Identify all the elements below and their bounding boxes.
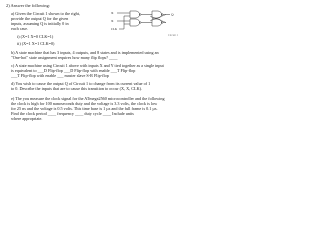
part-b-line-1: b) A state machine that has 3 inputs, 4 outputs, and 8 states and is implemented using an [11, 50, 159, 55]
part-d-line-2: to 0. Describe the inputs that are to cause this transition to occur (X, X, CLK). [11, 86, 143, 91]
part-b-line-2: "One-hot" state assignment requires how many flip flops? ____ [11, 55, 118, 60]
question-heading: 2) Answer the following: [6, 3, 51, 8]
circuit-input-x1: X [111, 11, 114, 15]
part-a-case-i: i) (X=1 X=0 CLK=1) [17, 34, 54, 39]
part-a-line-3: inputs, assuming Q is initially 0 in [11, 21, 69, 26]
part-c-line-1: c) A state machine using Circuit 1 above with inputs X and Y tied together as a single input [11, 63, 164, 68]
part-a-line-1: a) Given the Circuit 1 shown to the right, [11, 11, 80, 16]
part-e-line-2: the clock is high for 100 nanoseconds duty and the voltage is 3.3 volts, the clock is low [11, 101, 158, 106]
nand-gate-1 [130, 11, 140, 18]
part-c-line-3: ___T Flip-flop with enable ___ master slave S-R Flip-flop [11, 73, 109, 78]
part-a-line-2: provide the output Q for the given [11, 16, 69, 21]
worksheet-page [0, 0, 200, 134]
circuit-input-x2: X [111, 19, 114, 23]
part-a-case-ii: ii) (X=1 X=1 CLK=0) [17, 41, 55, 46]
part-a-line-4: each case. [11, 26, 28, 31]
circuit-input-clk: CLK [111, 27, 117, 31]
nand-gate-2 [130, 19, 140, 26]
part-e-line-1: e) The you measure the clock signal for the ATmega2560 microcontroller and the following [11, 96, 165, 101]
circuit-1-diagram [110, 6, 195, 42]
part-e-line-5: where appropriate. [11, 116, 43, 121]
circuit-caption: Circuit 1 [168, 34, 178, 37]
circuit-output-q: Q [171, 12, 174, 17]
part-e-line-4: Find the clock period ____ frequency ____ duty cycle ____ Include units [11, 111, 134, 116]
part-e-line-3: for 25 ns and the voltage is 0.5 volts. This time base is 1 µs and the full frame is 0.1 µs. [11, 106, 158, 111]
part-d-line-1: d) You wish to cause the output Q of Circuit 1 to change from its current value of 1 [11, 81, 151, 86]
part-c-line-2: is equivalent to ___D Flip-flop ___D Flip-flop with enable ___T Flip-flop [11, 68, 136, 73]
